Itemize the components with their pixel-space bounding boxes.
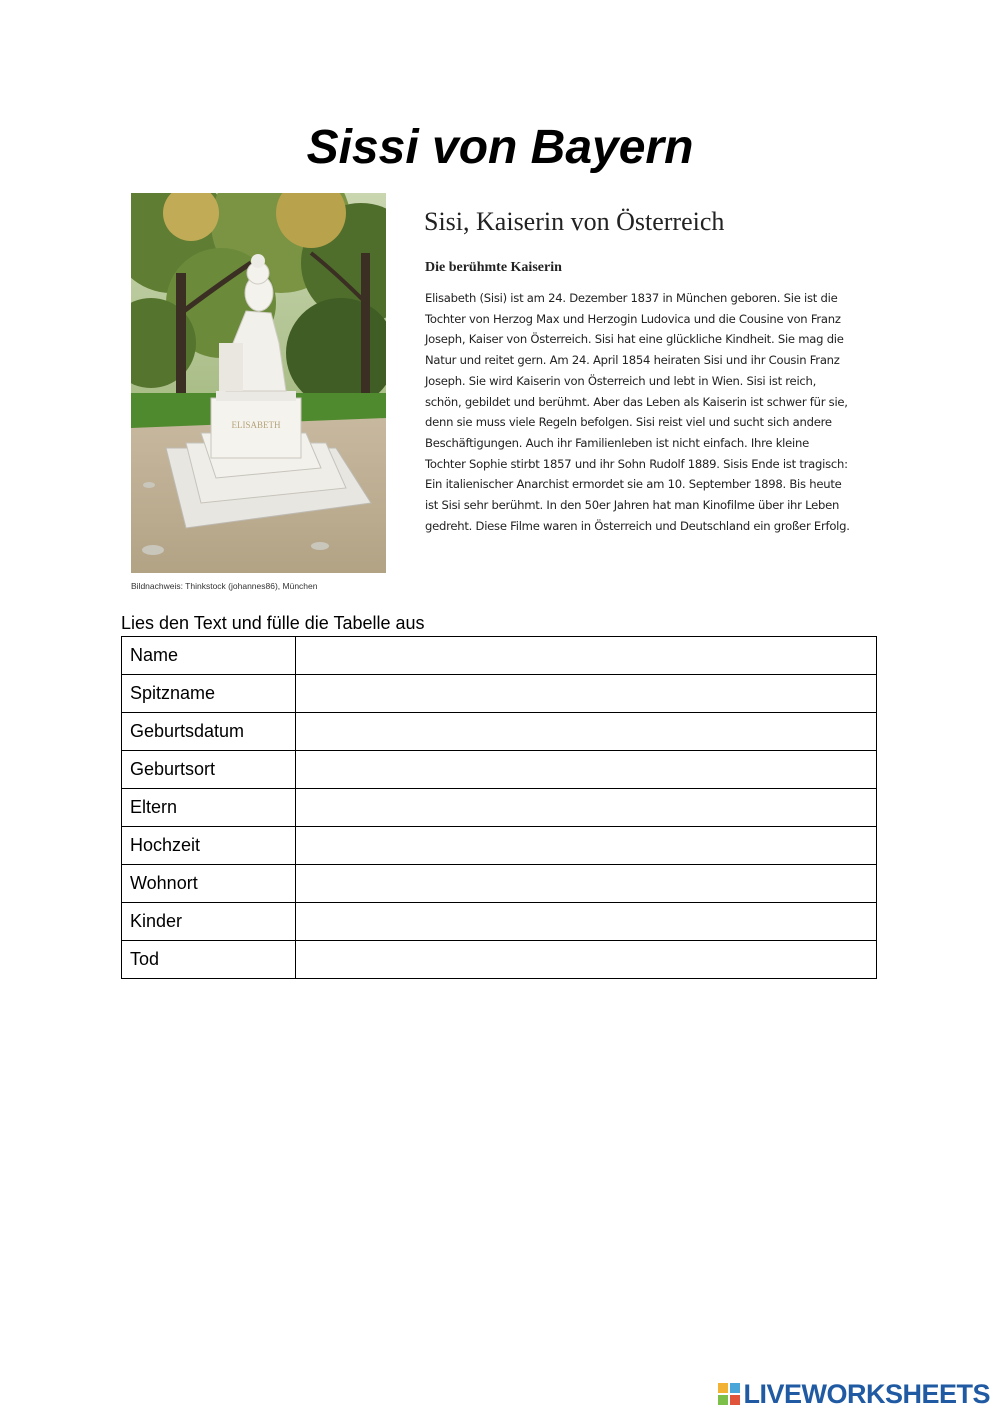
article-line: Natur und reitet gern. Am 24. April 1854 heiraten Sisi und ihr Cousin Franz	[425, 353, 840, 368]
facts-table	[121, 636, 877, 979]
row-label-hochzeit: Hochzeit	[122, 827, 296, 865]
answer-field-geburtsdatum[interactable]	[296, 713, 877, 751]
table-row	[122, 751, 877, 789]
instruction-text: Lies den Text und fülle die Tabelle aus	[121, 613, 425, 633]
article-line: Joseph. Sie wird Kaiserin von Österreich und lebt in Wien. Sisi ist reich,	[425, 373, 817, 388]
row-label-name: Name	[122, 637, 296, 675]
sisi-statue-photo	[131, 193, 386, 573]
answer-field-hochzeit[interactable]	[296, 827, 877, 865]
table-row	[122, 675, 877, 713]
liveworksheets-logo	[718, 1378, 990, 1410]
answer-field-geburtsort[interactable]	[296, 751, 877, 789]
answer-field-spitzname[interactable]	[296, 675, 877, 713]
article-line: denn sie muss viele Regeln befolgen. Sisi reist viel und sucht sich andere	[425, 415, 832, 430]
article-line: Elisabeth (Sisi) ist am 24. Dezember 1837 in München geboren. Sie ist die	[425, 291, 838, 305]
table-row	[122, 789, 877, 827]
article-line: ist Sisi sehr berühmt. In den 50er Jahren hat man Kinofilme über ihr Leben	[425, 498, 840, 513]
row-label-geburtsort: Geburtsort	[122, 751, 296, 789]
image-credit: Bildnachweis: Thinkstock (johannes86), München	[131, 581, 318, 591]
logo-text: LIVEWORKSHEETS	[743, 1378, 990, 1409]
answer-field-wohnort[interactable]	[296, 865, 877, 903]
row-label-kinder: Kinder	[122, 903, 296, 941]
answer-field-eltern[interactable]	[296, 789, 877, 827]
page-title: Sissi von Bayern	[306, 121, 694, 174]
table-row	[122, 865, 877, 903]
answer-field-name[interactable]	[296, 637, 877, 675]
article-heading: Sisi, Kaiserin von Österreich	[424, 207, 725, 236]
answer-field-kinder[interactable]	[296, 903, 877, 941]
article-line: Tochter Sophie stirbt 1857 und ihr Sohn Rudolf 1889. Sisis Ende ist tragisch:	[425, 456, 848, 471]
table-row	[122, 941, 877, 979]
table-row	[122, 827, 877, 865]
article-subheading: Die berühmte Kaiserin	[425, 260, 562, 275]
article-line: Joseph, Kaiser von Österreich. Sisi hat eine glückliche Kindheit. Sie mag die	[425, 332, 844, 347]
row-label-spitzname: Spitzname	[122, 675, 296, 713]
table-row	[122, 637, 877, 675]
row-label-eltern: Eltern	[122, 789, 296, 827]
article-line: gedreht. Diese Filme waren in Österreich und Deutschland ein großer Erfolg.	[425, 518, 850, 533]
answer-field-tod[interactable]	[296, 941, 877, 979]
liveworksheets-logo-icon	[718, 1383, 740, 1405]
plinth-inscription: ELISABETH	[231, 420, 281, 430]
table-row	[122, 903, 877, 941]
article-line: Ein italienischer Anarchist ermordet sie am 10. September 1898. Bis heute	[425, 477, 842, 492]
row-label-tod: Tod	[122, 941, 296, 979]
article-line: Tochter von Herzog Max und Herzogin Ludovica und die Cousine von Franz	[425, 311, 841, 326]
row-label-geburtsdatum: Geburtsdatum	[122, 713, 296, 751]
article-body	[425, 288, 870, 536]
article-line: Beschäftigungen. Auch ihr Familienleben ist nicht einfach. Ihre kleine	[425, 435, 809, 450]
row-label-wohnort: Wohnort	[122, 865, 296, 903]
table-row	[122, 713, 877, 751]
article-line: schön, gebildet und berühmt. Aber das Leben als Kaiserin ist schwer für sie,	[425, 394, 848, 409]
